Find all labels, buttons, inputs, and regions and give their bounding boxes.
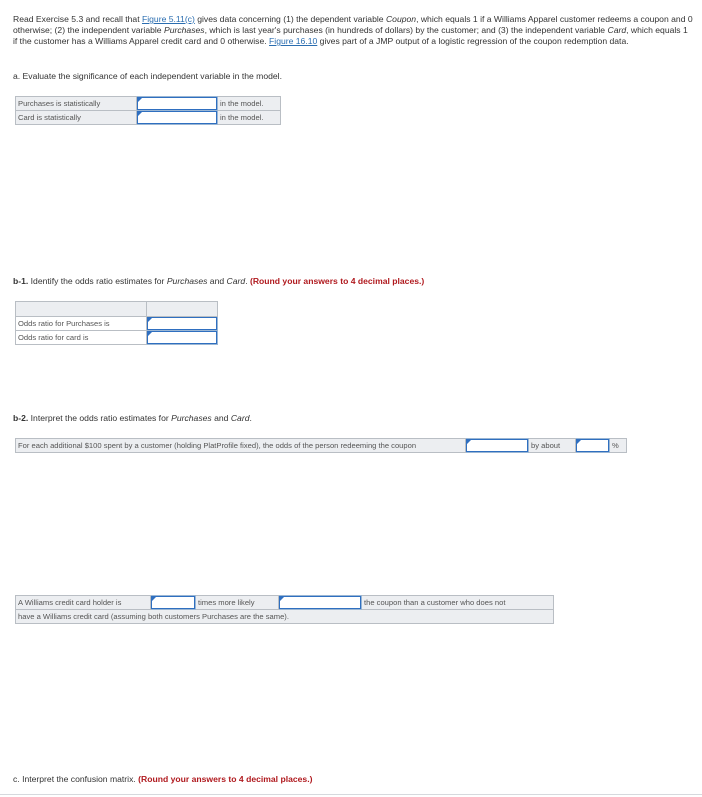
purchases-variable: Purchases xyxy=(166,276,208,286)
card-significance-label: Card is statistically xyxy=(16,111,137,125)
part-label: b-2. xyxy=(13,413,29,423)
part-label: c. xyxy=(13,774,20,784)
table-row xyxy=(16,439,627,453)
figure-16-10-link[interactable]: Figure 16.10 xyxy=(269,36,318,46)
odds-ratio-card-input[interactable] xyxy=(147,331,218,345)
card-variable: Card xyxy=(226,276,246,286)
purchases-variable: Purchases xyxy=(171,413,212,423)
intro-text: gives data concerning (1) the dependent variable xyxy=(194,14,386,24)
card-times-input[interactable] xyxy=(151,596,196,610)
card-significance-dropdown[interactable] xyxy=(137,111,218,125)
table-row xyxy=(16,331,218,345)
row-suffix: in the model. xyxy=(218,111,281,125)
question-text: Interpret the odds ratio estimates for xyxy=(28,413,172,423)
odds-ratio-purchases-input[interactable] xyxy=(147,317,218,331)
row-suffix: in the model. xyxy=(218,97,281,111)
part-a-table xyxy=(15,96,281,125)
rounding-hint: (Round your answers to 4 decimal places.) xyxy=(247,276,425,286)
question-text: Identify the odds ratio estimates for xyxy=(28,276,167,286)
part-label: b-1. xyxy=(13,276,29,286)
intro-text: , which is last year's purchases (in hundreds of dollars) by the customer; and (3) the independent variable xyxy=(204,25,608,35)
table-header-row xyxy=(16,302,218,317)
times-more-likely-label: times more likely xyxy=(196,596,279,610)
intro-text: , which equals 1 if a Williams Apparel customer redeems a coupon and 0 otherwise; (2) the independent variable xyxy=(13,14,693,35)
intro-text: gives part of a JMP output of a logistic regression of the coupon redemption data. xyxy=(317,36,629,46)
card-variable: Card xyxy=(607,25,627,35)
coupon-variable: Coupon xyxy=(385,14,417,24)
part-c-heading xyxy=(13,774,312,784)
question-text: and xyxy=(207,276,227,286)
intro-paragraph xyxy=(13,14,693,47)
bottom-divider xyxy=(0,794,702,795)
header-cell xyxy=(16,302,147,317)
purchases-percent-input[interactable] xyxy=(576,439,610,453)
question-text: . xyxy=(245,276,248,286)
question-text: and xyxy=(211,413,231,423)
purchases-interpretation-text: For each additional $100 spent by a customer (holding PlatProfile fixed), the odds of the person redeeming the coupon xyxy=(16,439,466,453)
part-b1-heading xyxy=(13,276,424,286)
odds-ratio-card-label: Odds ratio for card is xyxy=(16,331,147,345)
table-row xyxy=(16,610,554,624)
card-holder-label: A Williams credit card holder is xyxy=(16,596,151,610)
part-b2-purchases-table xyxy=(15,438,627,453)
part-b2-heading xyxy=(13,413,252,423)
than-customer-label: the coupon than a customer who does not xyxy=(362,596,554,610)
part-b1-table xyxy=(15,301,218,345)
header-cell xyxy=(147,302,218,317)
figure-5-11c-link[interactable]: Figure 5.11(c) xyxy=(141,14,195,24)
table-row xyxy=(16,317,218,331)
table-row xyxy=(16,97,281,111)
table-row xyxy=(16,111,281,125)
purchases-direction-dropdown[interactable] xyxy=(466,439,529,453)
card-variable: Card xyxy=(230,413,250,423)
card-assumption-text: have a Williams credit card (assuming both customers Purchases are the same). xyxy=(16,610,554,624)
purchases-significance-label: Purchases is statistically xyxy=(16,97,137,111)
by-about-label: by about xyxy=(529,439,576,453)
card-redeem-dropdown[interactable] xyxy=(279,596,362,610)
purchases-significance-dropdown[interactable] xyxy=(137,97,218,111)
rounding-hint: (Round your answers to 4 decimal places.) xyxy=(135,774,313,784)
question-text: . xyxy=(249,413,252,423)
purchases-variable: Purchases xyxy=(163,25,205,35)
table-row xyxy=(16,596,554,610)
odds-ratio-purchases-label: Odds ratio for Purchases is xyxy=(16,317,147,331)
percent-label: % xyxy=(610,439,627,453)
intro-text: , which equals 1 if the customer has a Williams Apparel credit card and 0 otherwise. xyxy=(13,25,688,46)
part-a-heading: a. Evaluate the significance of each independent variable in the model. xyxy=(13,71,282,81)
part-b2-card-table xyxy=(15,595,554,624)
intro-text: Read Exercise 5.3 and recall that xyxy=(13,14,142,24)
question-text: Interpret the confusion matrix. xyxy=(19,774,136,784)
